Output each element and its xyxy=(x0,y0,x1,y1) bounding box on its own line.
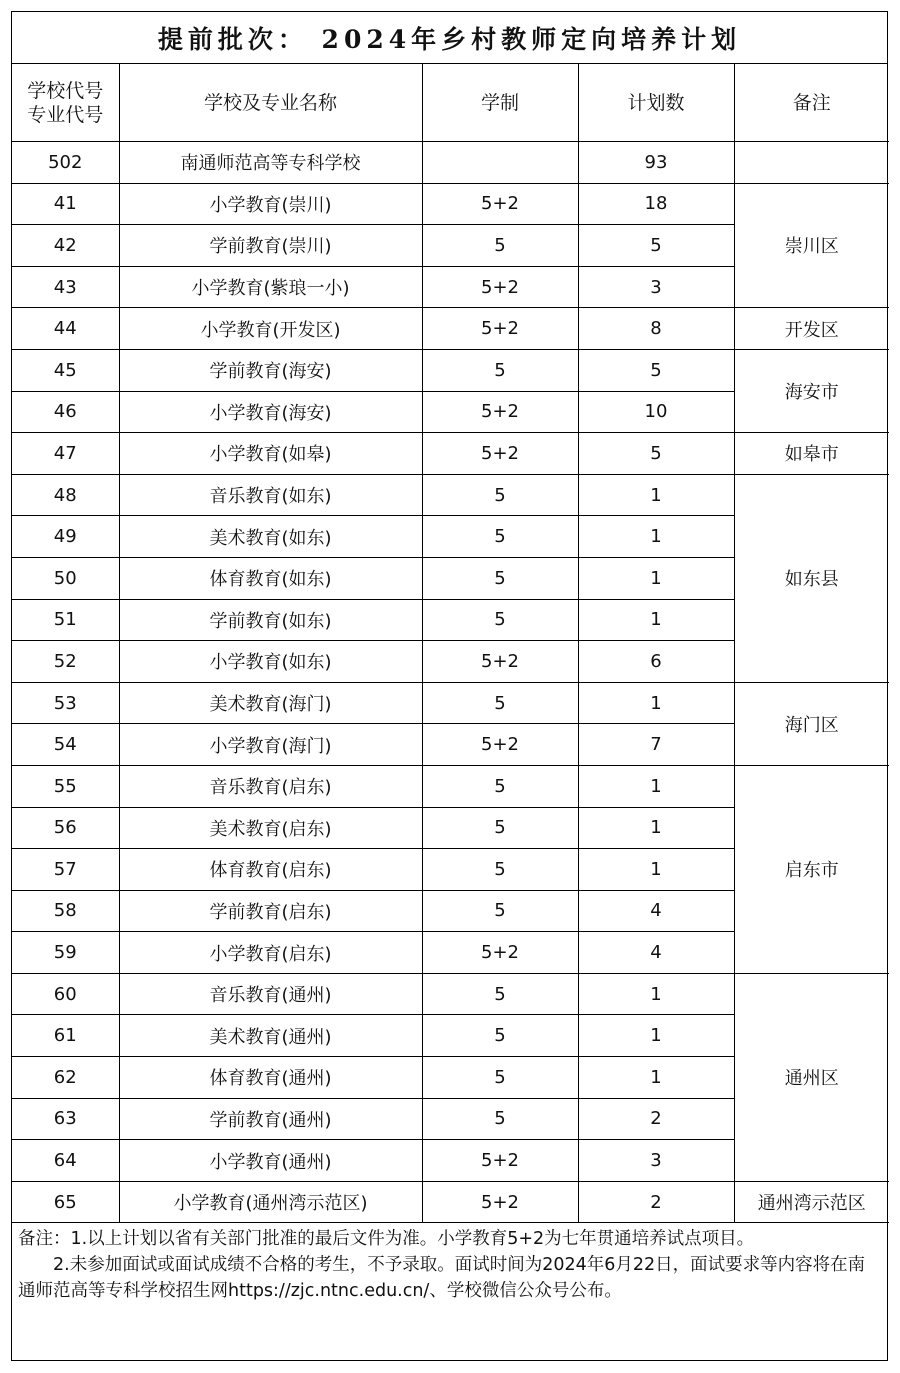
major-code: 59 xyxy=(12,932,119,974)
duration-cell: 5 xyxy=(422,1098,578,1140)
plan-cell: 1 xyxy=(578,849,734,891)
plan-cell: 5 xyxy=(578,225,734,267)
duration-cell: 5+2 xyxy=(422,433,578,475)
header-name: 学校及专业名称 xyxy=(119,64,422,142)
duration-cell: 5 xyxy=(422,765,578,807)
plan-cell: 5 xyxy=(578,349,734,391)
major-code: 50 xyxy=(12,557,119,599)
major-name: 学前教育(通州) xyxy=(119,1098,422,1140)
major-code: 57 xyxy=(12,849,119,891)
table-header-row xyxy=(12,64,889,142)
duration-cell: 5+2 xyxy=(422,641,578,683)
plan-cell: 1 xyxy=(578,516,734,558)
remark-district: 海门区 xyxy=(734,682,889,765)
duration-cell: 5 xyxy=(422,890,578,932)
major-code: 63 xyxy=(12,1098,119,1140)
table-row xyxy=(12,349,889,391)
plan-cell: 1 xyxy=(578,1015,734,1057)
major-name: 小学教育(通州湾示范区) xyxy=(119,1181,422,1223)
plan-cell: 1 xyxy=(578,1057,734,1099)
school-row xyxy=(12,142,889,184)
header-code xyxy=(12,64,119,142)
plan-cell: 10 xyxy=(578,391,734,433)
plan-cell: 6 xyxy=(578,641,734,683)
duration-cell: 5 xyxy=(422,516,578,558)
major-name: 美术教育(如东) xyxy=(119,516,422,558)
duration-cell: 5 xyxy=(422,1015,578,1057)
major-name: 小学教育(海门) xyxy=(119,724,422,766)
major-name: 小学教育(开发区) xyxy=(119,308,422,350)
major-code: 43 xyxy=(12,266,119,308)
major-name: 学前教育(崇川) xyxy=(119,225,422,267)
duration-cell: 5 xyxy=(422,682,578,724)
major-name: 小学教育(海安) xyxy=(119,391,422,433)
plan-cell: 8 xyxy=(578,308,734,350)
major-name: 体育教育(通州) xyxy=(119,1057,422,1099)
plan-cell: 1 xyxy=(578,765,734,807)
school-name: 南通师范高等专科学校 xyxy=(119,142,422,184)
school-remark xyxy=(734,142,889,184)
duration-cell: 5 xyxy=(422,474,578,516)
plan-cell: 1 xyxy=(578,807,734,849)
major-name: 学前教育(启东) xyxy=(119,890,422,932)
major-code: 58 xyxy=(12,890,119,932)
school-duration xyxy=(422,142,578,184)
major-code: 53 xyxy=(12,682,119,724)
notes xyxy=(12,1223,887,1304)
table-row xyxy=(12,183,889,225)
table-row xyxy=(12,308,889,350)
major-code: 52 xyxy=(12,641,119,683)
duration-cell: 5 xyxy=(422,973,578,1015)
major-code: 49 xyxy=(12,516,119,558)
duration-cell: 5+2 xyxy=(422,391,578,433)
major-code: 54 xyxy=(12,724,119,766)
table-row xyxy=(12,973,889,1015)
plan-cell: 4 xyxy=(578,890,734,932)
school-code: 502 xyxy=(12,142,119,184)
major-name: 小学教育(如皋) xyxy=(119,433,422,475)
plan-table xyxy=(12,64,889,1223)
duration-cell: 5 xyxy=(422,807,578,849)
major-name: 小学教育(如东) xyxy=(119,641,422,683)
remark-district: 通州区 xyxy=(734,973,889,1181)
header-duration: 学制 xyxy=(422,64,578,142)
remark-district: 如皋市 xyxy=(734,433,889,475)
duration-cell: 5 xyxy=(422,1057,578,1099)
major-name: 小学教育(紫琅一小) xyxy=(119,266,422,308)
major-code: 60 xyxy=(12,973,119,1015)
remark-district: 开发区 xyxy=(734,308,889,350)
header-code-line1: 学校代号 xyxy=(27,79,104,102)
table-row xyxy=(12,1181,889,1223)
plan-sheet xyxy=(11,11,888,1361)
duration-cell: 5 xyxy=(422,849,578,891)
major-code: 41 xyxy=(12,183,119,225)
duration-cell: 5+2 xyxy=(422,932,578,974)
header-remark: 备注 xyxy=(734,64,889,142)
major-code: 42 xyxy=(12,225,119,267)
table-row xyxy=(12,474,889,516)
duration-cell: 5 xyxy=(422,349,578,391)
duration-cell: 5+2 xyxy=(422,183,578,225)
duration-cell: 5 xyxy=(422,557,578,599)
remark-district: 通州湾示范区 xyxy=(734,1181,889,1223)
major-code: 48 xyxy=(12,474,119,516)
duration-cell: 5+2 xyxy=(422,1140,578,1182)
duration-cell: 5+2 xyxy=(422,266,578,308)
plan-cell: 2 xyxy=(578,1181,734,1223)
major-code: 56 xyxy=(12,807,119,849)
page-title: 提前批次： 2024年乡村教师定向培养计划 xyxy=(12,12,887,64)
duration-cell: 5+2 xyxy=(422,308,578,350)
major-code: 55 xyxy=(12,765,119,807)
duration-cell: 5 xyxy=(422,225,578,267)
table-row xyxy=(12,433,889,475)
major-name: 小学教育(启东) xyxy=(119,932,422,974)
major-name: 学前教育(如东) xyxy=(119,599,422,641)
major-code: 51 xyxy=(12,599,119,641)
major-name: 音乐教育(通州) xyxy=(119,973,422,1015)
plan-cell: 1 xyxy=(578,557,734,599)
plan-cell: 4 xyxy=(578,932,734,974)
note-2: 2.未参加面试或面试成绩不合格的考生，不予录取。面试时间为2024年6月22日，面试要求等内容将在南通师范高等专科学校招生网https://zjc.ntnc.edu.cn/、学校微信公众号公布。 xyxy=(18,1255,866,1302)
table-row xyxy=(12,682,889,724)
major-name: 美术教育(海门) xyxy=(119,682,422,724)
major-name: 学前教育(海安) xyxy=(119,349,422,391)
duration-cell: 5+2 xyxy=(422,724,578,766)
remark-district: 如东县 xyxy=(734,474,889,682)
major-name: 小学教育(通州) xyxy=(119,1140,422,1182)
major-name: 体育教育(如东) xyxy=(119,557,422,599)
plan-cell: 3 xyxy=(578,1140,734,1182)
plan-cell: 1 xyxy=(578,682,734,724)
major-code: 45 xyxy=(12,349,119,391)
major-code: 61 xyxy=(12,1015,119,1057)
plan-cell: 5 xyxy=(578,433,734,475)
plan-cell: 7 xyxy=(578,724,734,766)
major-name: 音乐教育(启东) xyxy=(119,765,422,807)
major-code: 46 xyxy=(12,391,119,433)
major-name: 美术教育(启东) xyxy=(119,807,422,849)
major-name: 体育教育(启东) xyxy=(119,849,422,891)
table-row xyxy=(12,765,889,807)
note-1: 备注：1.以上计划以省有关部门批准的最后文件为准。小学教育5+2为七年贯通培养试点项目。 xyxy=(18,1229,755,1250)
duration-cell: 5+2 xyxy=(422,1181,578,1223)
remark-district: 崇川区 xyxy=(734,183,889,308)
duration-cell: 5 xyxy=(422,599,578,641)
major-name: 美术教育(通州) xyxy=(119,1015,422,1057)
plan-cell: 2 xyxy=(578,1098,734,1140)
header-plan: 计划数 xyxy=(578,64,734,142)
plan-cell: 18 xyxy=(578,183,734,225)
major-code: 65 xyxy=(12,1181,119,1223)
table-body xyxy=(12,142,889,1223)
school-plan: 93 xyxy=(578,142,734,184)
major-name: 音乐教育(如东) xyxy=(119,474,422,516)
major-code: 62 xyxy=(12,1057,119,1099)
remark-district: 海安市 xyxy=(734,349,889,432)
remark-district: 启东市 xyxy=(734,765,889,973)
plan-cell: 3 xyxy=(578,266,734,308)
major-name: 小学教育(崇川) xyxy=(119,183,422,225)
major-code: 44 xyxy=(12,308,119,350)
major-code: 47 xyxy=(12,433,119,475)
header-code-line2: 专业代号 xyxy=(27,103,104,126)
major-code: 64 xyxy=(12,1140,119,1182)
plan-cell: 1 xyxy=(578,474,734,516)
plan-cell: 1 xyxy=(578,599,734,641)
plan-cell: 1 xyxy=(578,973,734,1015)
